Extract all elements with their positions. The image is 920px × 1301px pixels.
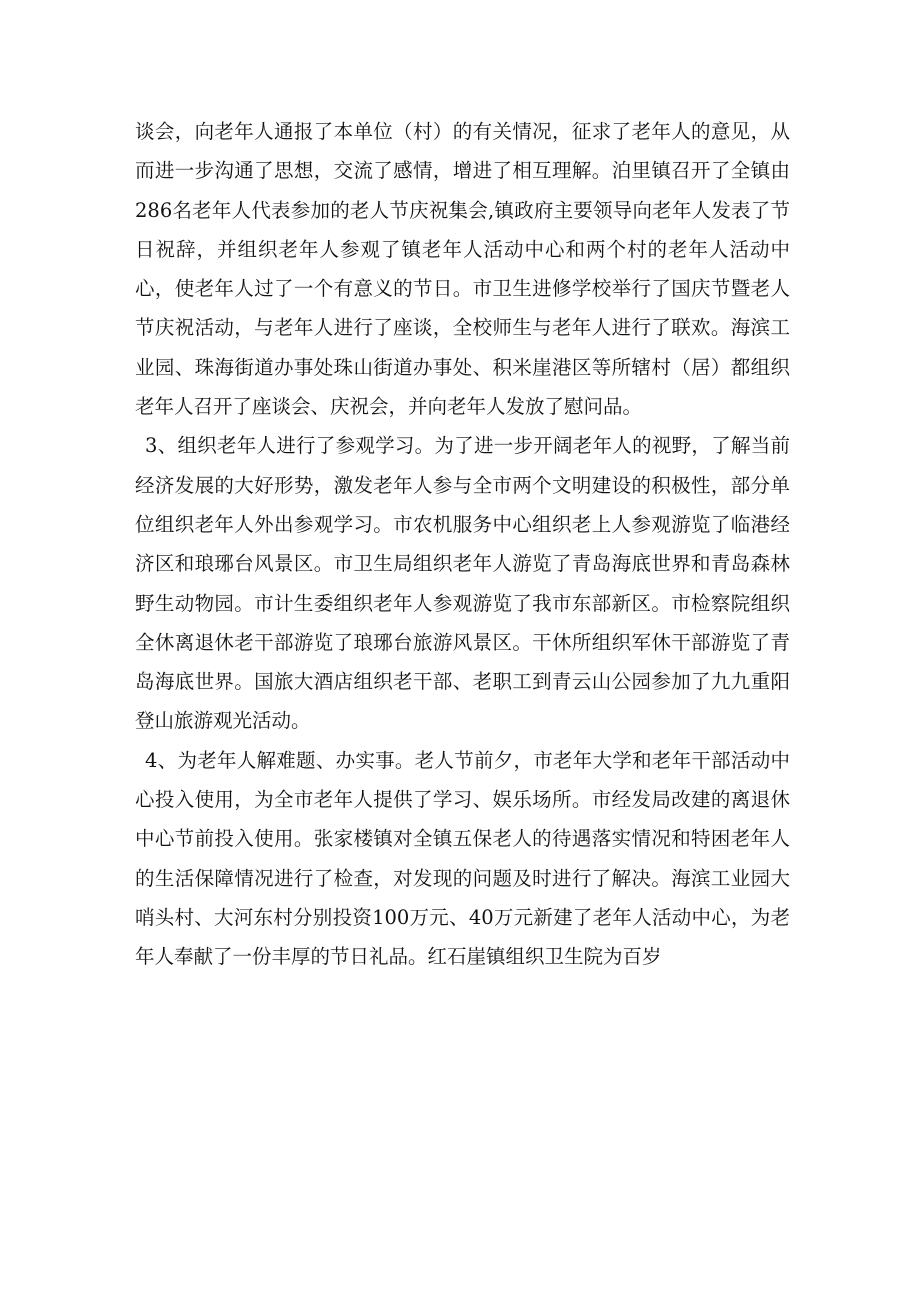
paragraph-continuation: 谈会，向老年人通报了本单位（村）的有关情况，征求了老年人的意见，从而进一步沟通了思想，交流了感情，增进了相互理解。泊里镇召开了全镇由286名老年人代表参加的老人节庆祝集会,镇政府主要领导向老年人发表了节日祝辞，并组织老年人参观了镇老年人活动中心和两个村的老年人活动中心，使老年人过了一个有意义的节日。市卫生进修学校举行了国庆节暨老人节庆祝活动，与老年人进行了座谈，全校师生与老年人进行了联欢。海滨工业园、珠海街道办事处珠山街道办事处、积米崖港区等所辖村（居）都组织老年人召开了座谈会、庆祝会，并向老年人发放了慰问品。 — [135, 120, 790, 419]
paragraph-item-3: 3、组织老年人进行了参观学习。为了进一步开阔老年人的视野，了解当前经济发展的大好形势，激发老年人参与全市两个文明建设的积极性，部分单位组织老年人外出参观学习。市农机服务中心组织老上人参观游览了临港经济区和琅琊台风景区。市卫生局组织老年人游览了青岛海底世界和青岛森林野生动物园。市计生委组织老年人参观游览了我市东部新区。市检察院组织全休离退休老干部游览了琅琊台旅游风景区。干休所组织军休干部游览了青岛海底世界。国旅大酒店组织老干部、老职工到青云山公园参加了九九重阳登山旅游观光活动。 — [135, 434, 790, 733]
document-body — [135, 112, 790, 977]
paragraph-item-4: 4、为老年人解难题、办实事。老人节前夕，市老年大学和老年干部活动中心投入使用，为全市老年人提供了学习、娱乐场所。市经发局改建的离退休中心节前投入使用。张家楼镇对全镇五保老人的待遇落实情况和特困老年人的生活保障情况进行了检查，对发现的问题及时进行了解决。海滨工业园大哨头村、大河东村分别投资100万元、40万元新建了老年人活动中心，为老年人奉献了一份丰厚的节日礼品。红石崖镇组织卫生院为百岁 — [135, 748, 790, 969]
